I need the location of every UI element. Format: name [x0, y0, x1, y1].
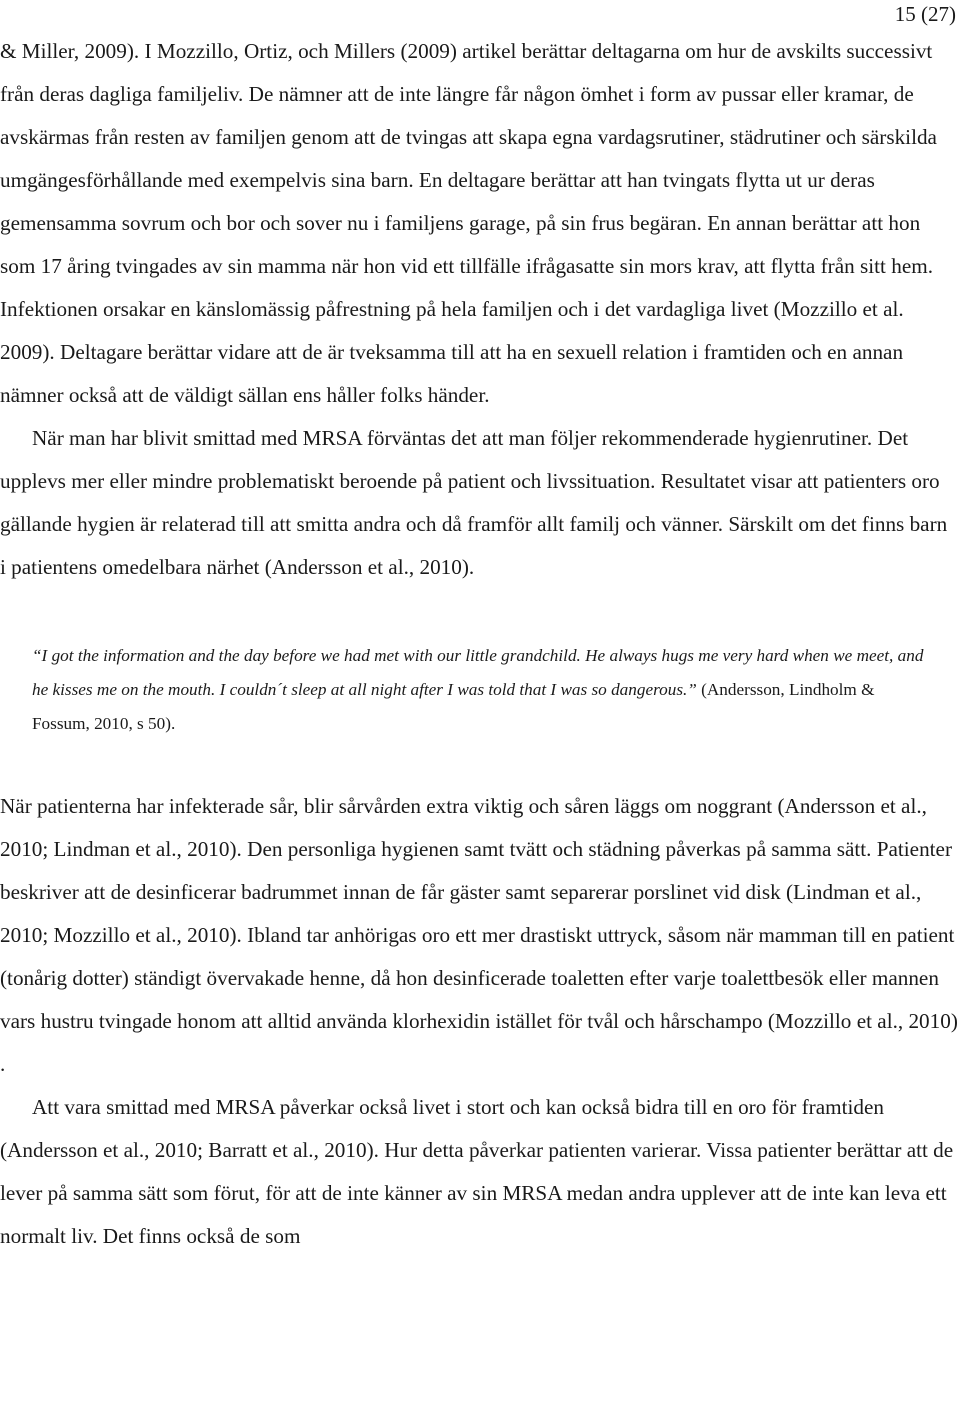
- paragraph-3: När patienterna har infekterade sår, blir sårvården extra viktig och såren läggs om noggrant (Andersson et al., 2010; Lindman et al., 2010). Den personliga hygienen samt tvätt och städning påverkas på samma sätt. Patienter beskriver att de desinficerar badrummet innan de får gäster samt separerar porslinet vid disk (Lindman et al., 2010; Mozzillo et al., 2010). Ibland tar anhörigas oro ett mer drastiskt uttryck, såsom när mamman till en patient (tonårig dotter) ständigt övervakade henne, då hon desinficerade toaletten efter varje toalettbesök eller mannen vars hustru tvingade honom att alltid använda klorhexidin istället för tvål och hårschampo (Mozzillo et al., 2010) .: [0, 794, 958, 1076]
- block-quote: [0, 639, 958, 741]
- quote-text: “I got the information and the day before we had met with our little grandchild. He always hugs me very hard when we meet, and he kisses me on the mouth. I couldn´t sleep at all night after I was told that I was so dangerous.”: [32, 646, 924, 699]
- quote-citation: (Andersson, Lindholm & Fossum, 2010, s 50).: [32, 680, 875, 733]
- paragraph-1: & Miller, 2009). I Mozzillo, Ortiz, och Millers (2009) artikel berättar deltagarna om hur de avskilts successivt från deras dagliga familjeliv. De nämner att de inte längre får någon ömhet i form av pussar eller kramar, de avskärmas från resten av familjen genom att de tvingas att skapa egna vardagsrutiner, städrutiner och särskilda umgängesförhållande med exempelvis sina barn. En deltagare berättar att han tvingats flytta ut ur deras gemensamma sovrum och bor och sover nu i familjens garage, på sin frus begäran. En annan berättar att hon som 17 åring tvingades av sin mamma när hon vid ett tillfälle ifrågasatte sin mors krav, att flytta från sitt hem. Infektionen orsakar en känslomässig påfrestning på hela familjen och i det vardagliga livet (Mozzillo et al. 2009). Deltagare berättar vidare att de är tveksamma till att ha en sexuell relation i framtiden och en annan nämner också att de väldigt sällan ens håller folks händer.: [0, 39, 937, 407]
- paragraph-4: Att vara smittad med MRSA påverkar också livet i stort och kan också bidra till en oro för framtiden (Andersson et al., 2010; Barratt et al., 2010). Hur detta påverkar patienten varierar. Vissa patienter berättar att de lever på samma sätt som förut, för att de inte känner av sin MRSA medan andra upplever att de inte kan leva ett normalt liv. Det finns också de som: [0, 1095, 954, 1248]
- paragraph-2: När man har blivit smittad med MRSA förväntas det att man följer rekommenderade hygienrutiner. Det upplevs mer eller mindre problematiskt beroende på patient och livssituation. Resultatet visar att patienters oro gällande hygien är relaterad till att smitta andra och då framför allt familj och vänner. Särskilt om det finns barn i patientens omedelbara närhet (Andersson et al., 2010).: [0, 426, 948, 579]
- page-number: 15 (27): [894, 2, 956, 26]
- document-body: [0, 30, 958, 1258]
